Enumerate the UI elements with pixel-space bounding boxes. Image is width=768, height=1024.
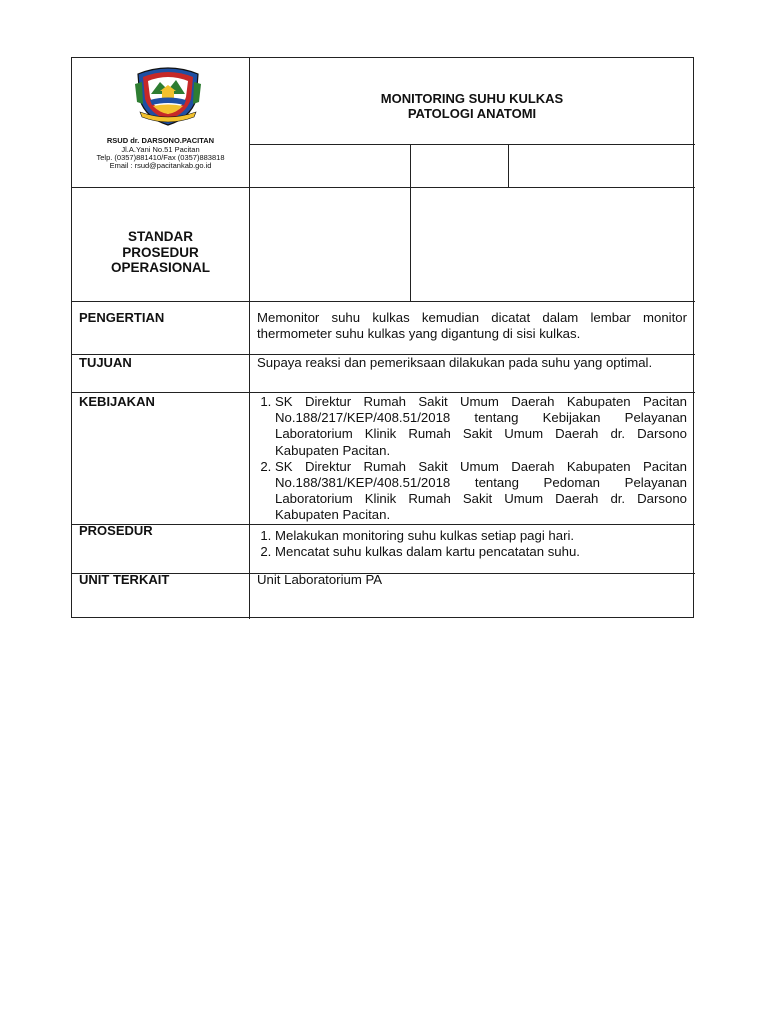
cell-divider (508, 144, 509, 187)
column-divider (249, 58, 250, 619)
tujuan-label: TUJUAN (79, 355, 132, 370)
prosedur-item: 1. Melakukan monitoring suhu kulkas setiap pagi hari. (275, 528, 687, 544)
unit-terkait-text: Unit Laboratorium PA (257, 572, 383, 587)
kebijakan-item: 2. SK Direktur Rumah Sakit Umum Daerah Kabupaten Pacitan No.188/381/KEP/408.51/2018 tentang Pedoman Pelayanan Laboratorium Klinik Rumah Sakit Umum Daerah dr. Darsono Kabupaten Pacitan. (275, 459, 687, 524)
title-line-1: MONITORING SUHU KULKAS (380, 91, 564, 106)
hospital-address: Jl.A.Yani No.51 Pacitan (121, 145, 200, 154)
row-divider (249, 144, 695, 145)
prosedur-item: 2. Mencatat suhu kulkas dalam kartu pencatatan suhu. (275, 544, 687, 560)
kebijakan-list (257, 394, 687, 524)
hospital-name: RSUD dr. DARSONO.PACITAN (106, 136, 215, 145)
cell-divider (410, 144, 411, 187)
unit-terkait-label: UNIT TERKAIT (79, 572, 170, 587)
kebijakan-item: 1. SK Direktur Rumah Sakit Umum Daerah Kabupaten Pacitan No.188/217/KEP/408.51/2018 tentang Kebijakan Pelayanan Laboratorium Klinik Rumah Sakit Umum Daerah dr. Darsono Kabupaten Pacitan. (275, 394, 687, 459)
sop-line-3: OPERASIONAL (110, 260, 210, 275)
document-title (249, 91, 695, 121)
regency-emblem-icon (132, 64, 204, 126)
row-divider (72, 392, 695, 393)
prosedur-list (257, 528, 687, 560)
row-divider (72, 524, 695, 525)
hospital-phone: Telp. (0357)881410/Fax (0357)883818 (96, 153, 225, 162)
kebijakan-label: KEBIJAKAN (79, 394, 155, 409)
title-line-2: PATOLOGI ANATOMI (407, 106, 537, 121)
cell-divider (410, 187, 411, 301)
sop-line-2: PROSEDUR (122, 244, 199, 260)
tujuan-text: Supaya reaksi dan pemeriksaan dilakukan pada suhu yang optimal. (257, 355, 653, 370)
pengertian-text: Memonitor suhu kulkas kemudian dicatat dalam lembar monitor thermometer suhu kulkas yang digantung di sisi kulkas. (257, 310, 687, 342)
hospital-header (72, 58, 249, 187)
sop-line-1: STANDAR (128, 229, 193, 244)
prosedur-label: PROSEDUR (79, 523, 153, 538)
pengertian-label: PENGERTIAN (79, 310, 165, 325)
sop-heading (72, 229, 249, 276)
row-divider (72, 187, 695, 188)
row-divider (72, 301, 695, 302)
hospital-email: Email : rsud@pacitankab.go.id (109, 161, 212, 170)
sop-document (71, 57, 694, 618)
